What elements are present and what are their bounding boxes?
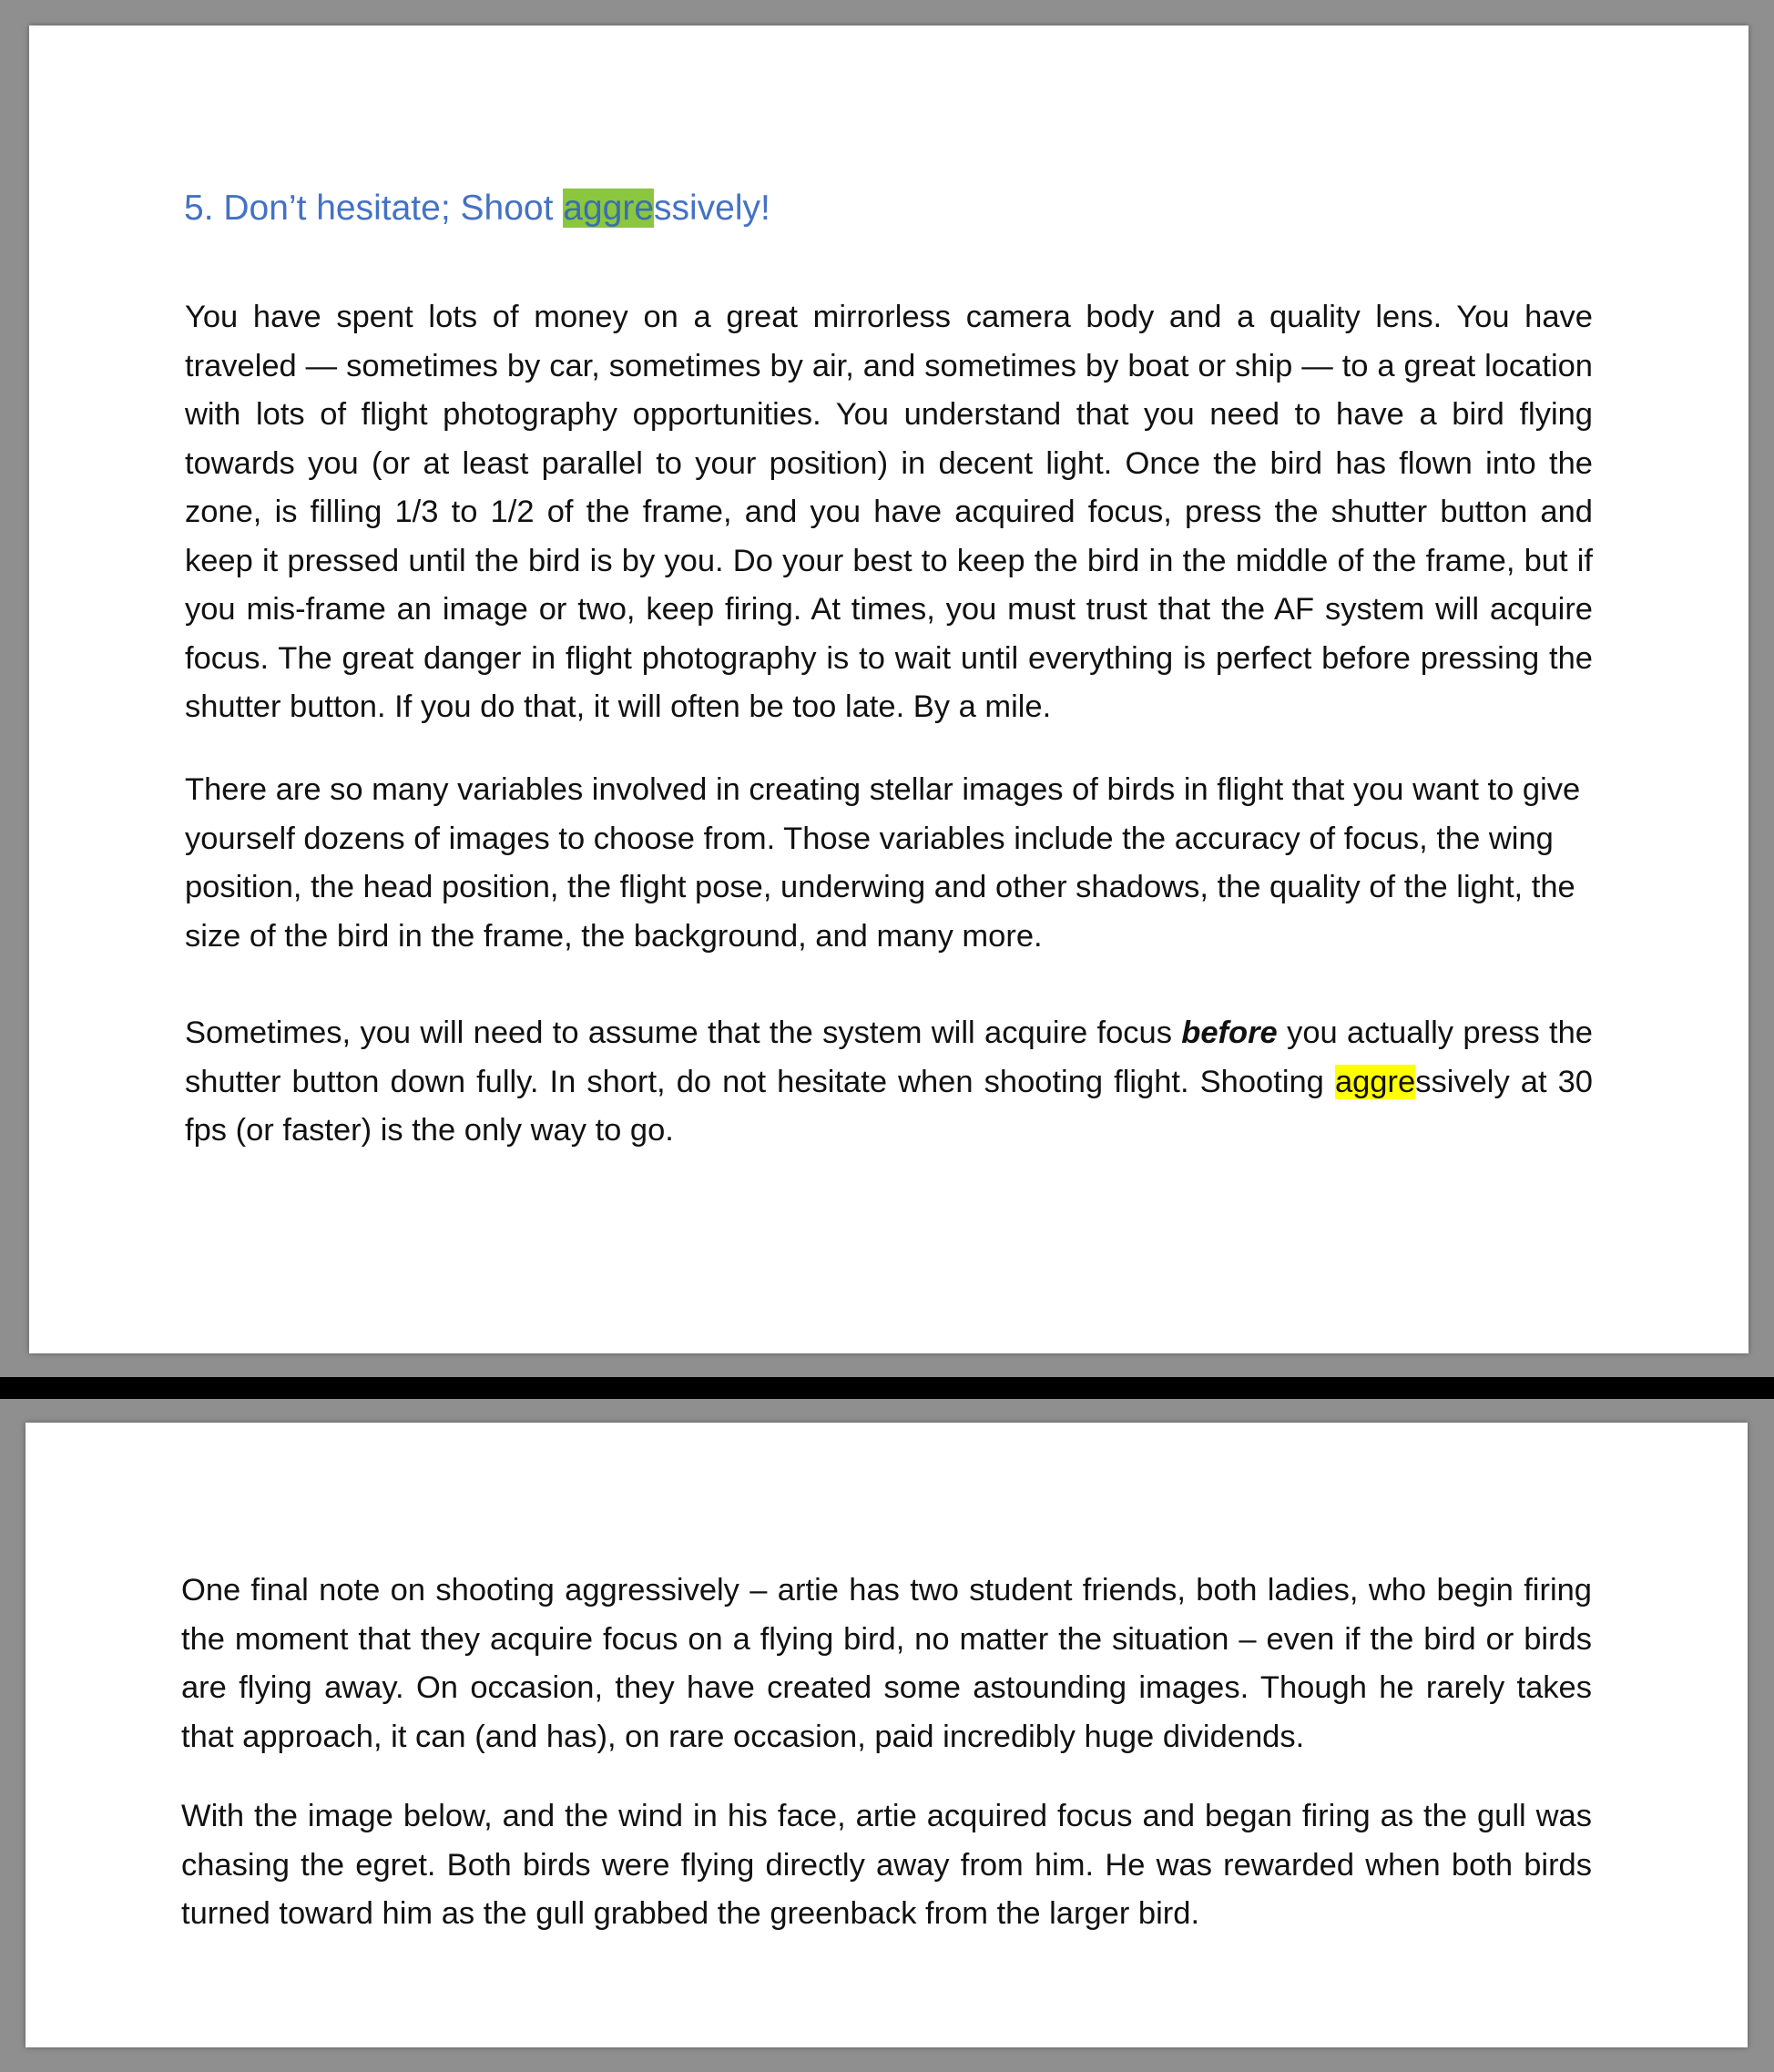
paragraph-3-search-highlight: aggre (1334, 1064, 1416, 1099)
document-page-2 (25, 1423, 1748, 2047)
document-page-1 (29, 26, 1749, 1353)
paragraph-3-part2: you actually press the shutter button down fully. In short, do not hesitate when shooting flight. Shooting (185, 1016, 1593, 1099)
paragraph-3 (185, 1009, 1593, 1156)
paragraph-3-emphasis: before (1181, 1016, 1278, 1050)
paragraph-2: There are so many variables involved in creating stellar images of birds in flight that you want to give yourself dozens of images to choose from. Those variables include the accuracy of focus, the wing position, the head position, the flight pose, underwing and other shadows, the quality of the light, the size of the bird in the frame, the background, and many more. (185, 772, 1581, 954)
paragraph-3-part1: Sometimes, you will need to assume that the system will acquire focus (185, 1016, 1182, 1050)
heading-search-highlight: aggre (563, 189, 655, 228)
page-separator (0, 1377, 1774, 1399)
paragraph-5: With the image below, and the wind in his face, artie acquired focus and began firing as the gull was chasing the egret. Both birds were flying directly away from him. He was rewarded when both birds turned toward him as the gull grabbed the greenback from the larger bird. (181, 1799, 1592, 1931)
heading-prefix: 5. Don’t hesitate; Shoot (184, 189, 564, 228)
section-heading (184, 188, 770, 230)
paragraph-1: You have spent lots of money on a great mirrorless camera body and a quality lens. You have traveled — sometimes by car, sometimes by air, and sometimes by boat or ship — to a great location with lots of flight photography opportunities. You understand that you need to have a bird flying towards you (or at least parallel to your position) in decent light. Once the bird has flown into the zone, is filling 1/3 to 1/2 of the frame, and you have acquired focus, press the shutter button and keep it pressed until the bird is by you. Do your best to keep the bird in the middle of the frame, but if you mis-frame an image or two, keep firing. At times, you must trust that the AF system will acquire focus. The great danger in flight photography is to wait until everything is perfect before pressing the shutter button. If you do that, it will often be too late. By a mile. (185, 300, 1593, 724)
paragraph-4: One final note on shooting aggressively – artie has two student friends, both ladies, who begin firing the moment that they acquire focus on a flying bird, no matter the situation – even if the bird or birds are flying away. On occasion, they have created some astounding images. Though he rarely takes that approach, it can (and has), on rare occasion, paid incredibly huge dividends. (181, 1573, 1592, 1754)
heading-suffix: ssively! (654, 189, 770, 228)
paragraph-3-part3: ssively at 30 fps (or faster) is the only way to go. (185, 1064, 1593, 1148)
